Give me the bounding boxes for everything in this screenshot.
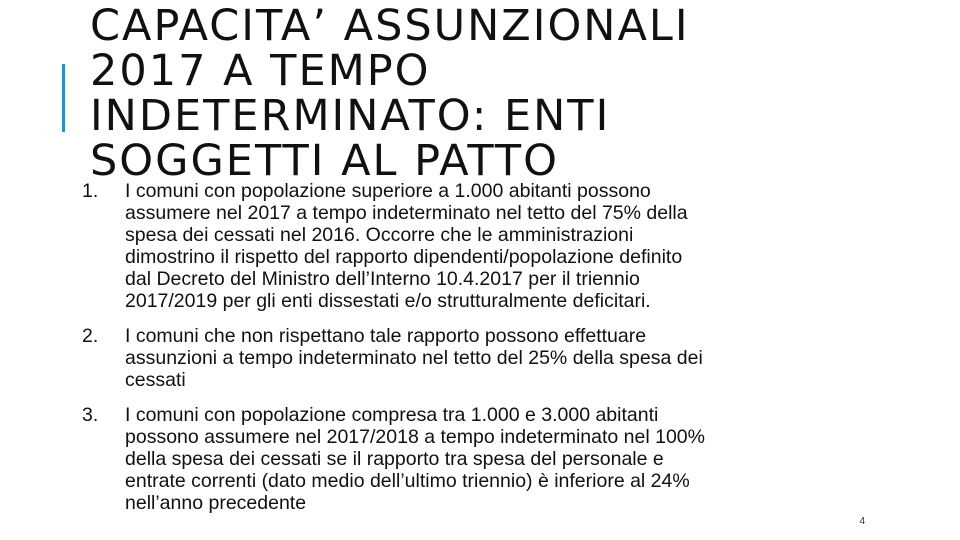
- text-line: assunzioni a tempo indeterminato nel tetto del 25% della spesa dei: [125, 347, 703, 369]
- list-item-3: [82, 404, 842, 514]
- list-item-1: [82, 180, 842, 312]
- text-line: I comuni che non rispettano tale rapporto possono effettuare: [125, 325, 647, 347]
- list-number: 2.: [82, 325, 99, 347]
- text-line: della spesa dei cessati se il rapporto tra spesa del personale e: [125, 448, 664, 470]
- page-number: 4: [859, 516, 865, 527]
- list-number: 3.: [82, 404, 99, 426]
- text-line: assumere nel 2017 a tempo indeterminato nel tetto del 75% della: [125, 202, 688, 224]
- text-line: dimostrino il rispetto del rapporto dipendenti/popolazione definito: [125, 246, 683, 268]
- text-line: I comuni con popolazione compresa tra 1.000 e 3.000 abitanti: [125, 404, 659, 426]
- text-line: I comuni con popolazione superiore a 1.000 abitanti possono: [125, 180, 651, 202]
- list-item-text: [125, 404, 842, 514]
- title-line: 2017 A TEMPO: [90, 46, 431, 96]
- text-line: 2017/2019 per gli enti dissestati e/o strutturalmente deficitari.: [125, 290, 651, 312]
- text-line: cessati: [125, 369, 186, 391]
- text-line: nell’anno precedente: [125, 492, 307, 514]
- title-line: INDETERMINATO: ENTI: [90, 91, 611, 141]
- text-line: spesa dei cessati nel 2016. Occorre che le amministrazioni: [125, 224, 634, 246]
- text-line: entrate correnti (dato medio dell’ultimo triennio) è inferiore al 24%: [125, 470, 690, 492]
- list-item-2: [82, 325, 842, 391]
- text-line: dal Decreto del Ministro dell’Interno 10.4.2017 per il triennio: [125, 268, 640, 290]
- list-item-text: [125, 180, 842, 312]
- list-item-text: [125, 325, 842, 391]
- list-number: 1.: [82, 180, 99, 202]
- slide-title: [90, 1, 910, 186]
- numbered-list: [82, 180, 842, 514]
- title-line: CAPACITA’ ASSUNZIONALI: [90, 1, 690, 51]
- title-accent-bar: [62, 64, 65, 132]
- text-line: possono assumere nel 2017/2018 a tempo indeterminato nel 100%: [125, 426, 705, 448]
- title-line: SOGGETTI AL PATTO: [90, 136, 559, 186]
